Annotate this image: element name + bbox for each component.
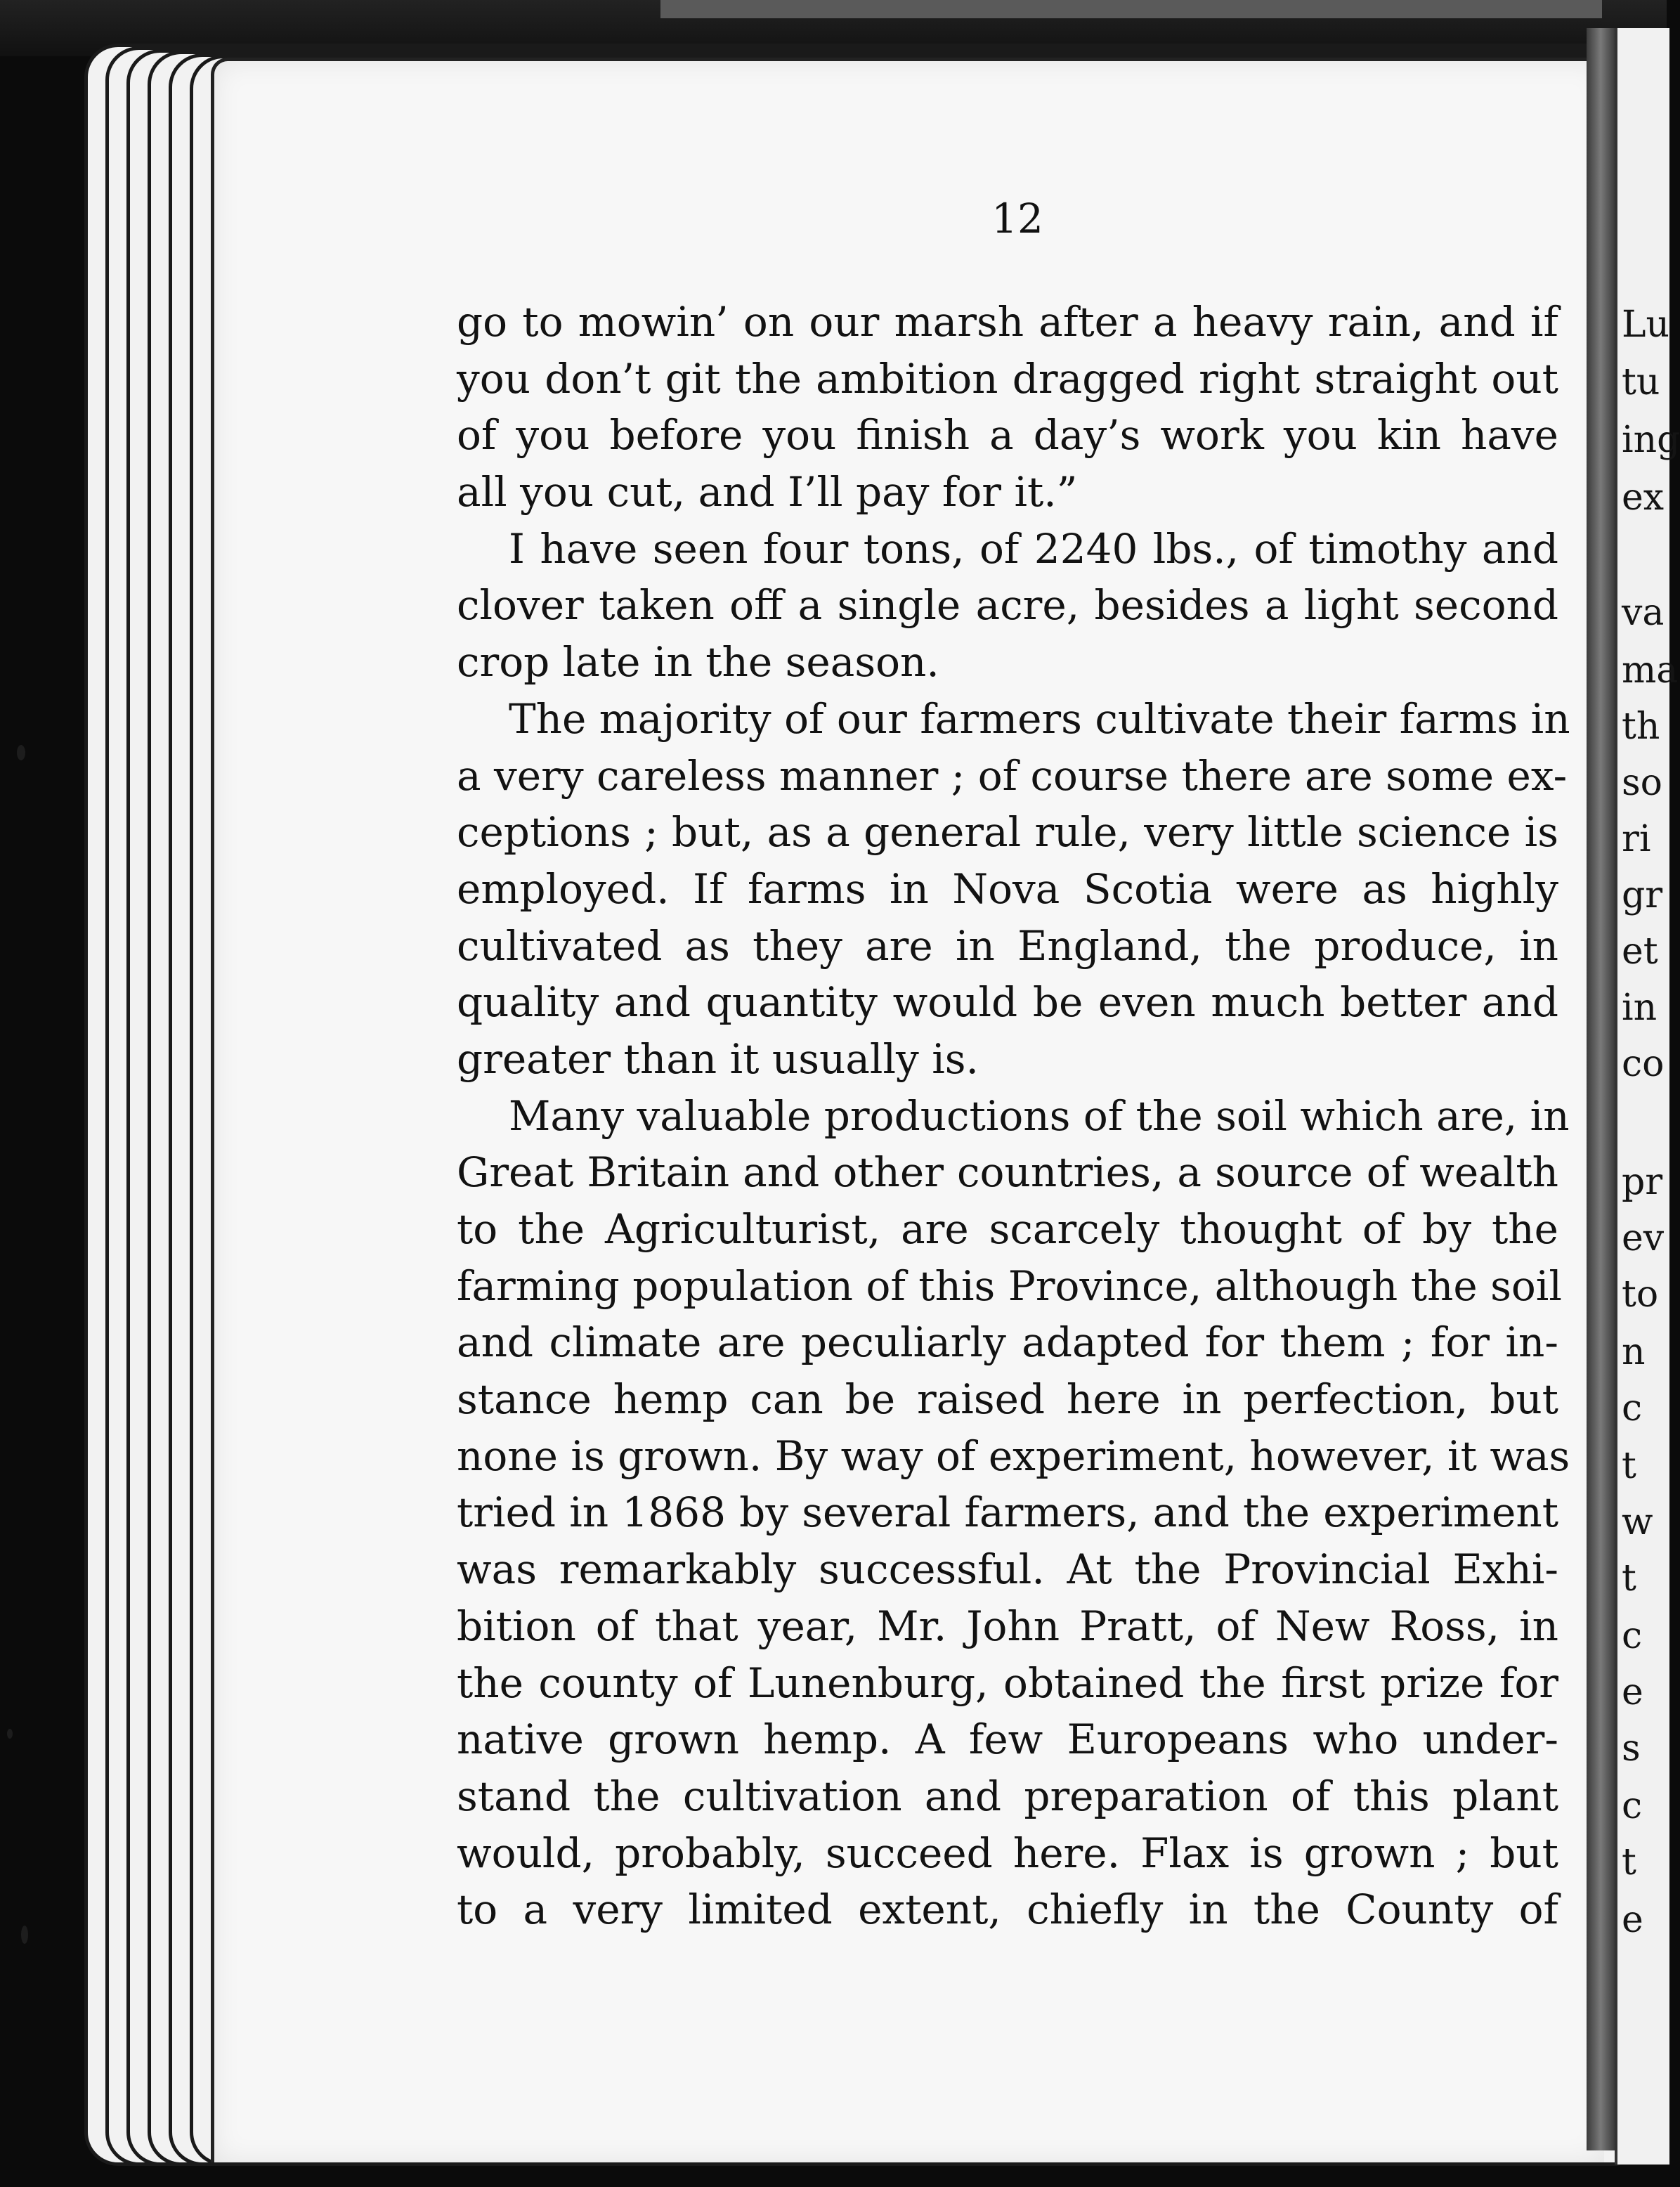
text-line: would, probably, succeed here. Flax is grown ; but bbox=[457, 1829, 1558, 1877]
facing-page-fragment: e bbox=[1622, 1899, 1643, 1941]
text-line: employed. If farms in Nova Scotia were as highly bbox=[457, 864, 1558, 913]
facing-page-fragment: ex bbox=[1622, 476, 1665, 519]
text-line: stand the cultivation and preparation of this plant bbox=[457, 1772, 1558, 1820]
facing-page-fragment: t bbox=[1622, 1445, 1636, 1487]
facing-page-fragment: th bbox=[1622, 706, 1660, 748]
text-line: quality and quantity would be even much better and bbox=[457, 978, 1558, 1027]
top-binding-highlight bbox=[660, 0, 1602, 18]
text-line: of you before you finish a day’s work you kin have bbox=[457, 411, 1558, 460]
facing-page-fragment: s bbox=[1622, 1727, 1641, 1770]
facing-page-fragment: ing bbox=[1622, 419, 1680, 461]
text-line: native grown hemp. A few Europeans who under- bbox=[457, 1715, 1558, 1764]
facing-page-fragment: tu bbox=[1622, 361, 1660, 403]
text-line: all you cut, and I’ll pay for it.” bbox=[457, 468, 1078, 517]
text-line: ceptions ; but, as a general rule, very little science is bbox=[457, 808, 1558, 857]
facing-page-fragment: Lu bbox=[1622, 304, 1670, 346]
facing-page-fragment: c bbox=[1622, 1387, 1643, 1429]
text-line: to the Agriculturist, are scarcely thought of by the bbox=[457, 1205, 1558, 1253]
facing-page-fragment: c bbox=[1622, 1615, 1643, 1657]
facing-page-fragment: w bbox=[1622, 1501, 1653, 1543]
text-line: to a very limited extent, chiefly in the County of bbox=[457, 1886, 1558, 1934]
facing-page-fragment: in bbox=[1622, 987, 1658, 1029]
facing-page-fragment: pr bbox=[1622, 1161, 1663, 1203]
text-line: cultivated as they are in England, the produce, in bbox=[457, 921, 1558, 970]
facing-page-fragment: et bbox=[1622, 930, 1658, 973]
text-line: The majority of our farmers cultivate their farms in bbox=[509, 694, 1570, 743]
text-line: none is grown. By way of experiment, however, it was bbox=[457, 1432, 1570, 1480]
facing-page-fragment: so bbox=[1622, 762, 1662, 804]
facing-page-fragment: ev bbox=[1622, 1217, 1665, 1259]
text-line: Great Britain and other countries, a source of wealth bbox=[457, 1148, 1558, 1197]
facing-page-fragment: e bbox=[1622, 1671, 1643, 1713]
text-line: crop late in the season. bbox=[457, 638, 939, 687]
text-line: was remarkably successful. At the Provincial Exhi- bbox=[457, 1545, 1558, 1594]
text-line: the county of Lunenburg, obtained the first prize for bbox=[457, 1659, 1558, 1707]
text-line: a very careless manner ; of course there are some ex- bbox=[457, 751, 1568, 800]
facing-page-fragment: to bbox=[1622, 1273, 1659, 1316]
binding-gutter bbox=[1587, 28, 1615, 2150]
text-line: clover taken off a single acre, besides a light second bbox=[457, 581, 1558, 630]
text-line: farming population of this Province, although the soil bbox=[457, 1261, 1562, 1310]
facing-page-fragment: c bbox=[1622, 1785, 1643, 1827]
text-line: go to mowin’ on our marsh after a heavy rain, and if bbox=[457, 298, 1558, 346]
text-line: and climate are peculiarly adapted for them ; for in- bbox=[457, 1318, 1558, 1367]
facing-page-fragment: ri bbox=[1622, 818, 1651, 860]
scan-speck bbox=[7, 1729, 13, 1739]
page-number: 12 bbox=[991, 195, 1043, 242]
scan-speck bbox=[17, 745, 25, 760]
body-text bbox=[457, 294, 1570, 1938]
text-line: tried in 1868 by several farmers, and the experiment bbox=[457, 1488, 1558, 1537]
facing-page-fragment: gr bbox=[1622, 874, 1663, 916]
text-line: you don’t git the ambition dragged right straight out bbox=[457, 354, 1558, 403]
scan-speck bbox=[21, 1926, 28, 1944]
facing-page-fragment: va bbox=[1622, 592, 1665, 634]
facing-page-fragment: t bbox=[1622, 1557, 1636, 1599]
facing-page-fragment: ma bbox=[1622, 649, 1679, 692]
facing-page-fragment: n bbox=[1622, 1331, 1646, 1373]
text-line: bition of that year, Mr. John Pratt, of New Ross, in bbox=[457, 1602, 1558, 1650]
text-line: I have seen four tons, of 2240 lbs., of timothy and bbox=[509, 524, 1558, 573]
text-line: greater than it usually is. bbox=[457, 1034, 979, 1083]
facing-page-fragment: co bbox=[1622, 1043, 1665, 1085]
text-line: Many valuable productions of the soil which are, in bbox=[509, 1091, 1570, 1140]
facing-page-fragment: t bbox=[1622, 1841, 1636, 1883]
text-line: stance hemp can be raised here in perfection, but bbox=[457, 1375, 1558, 1424]
